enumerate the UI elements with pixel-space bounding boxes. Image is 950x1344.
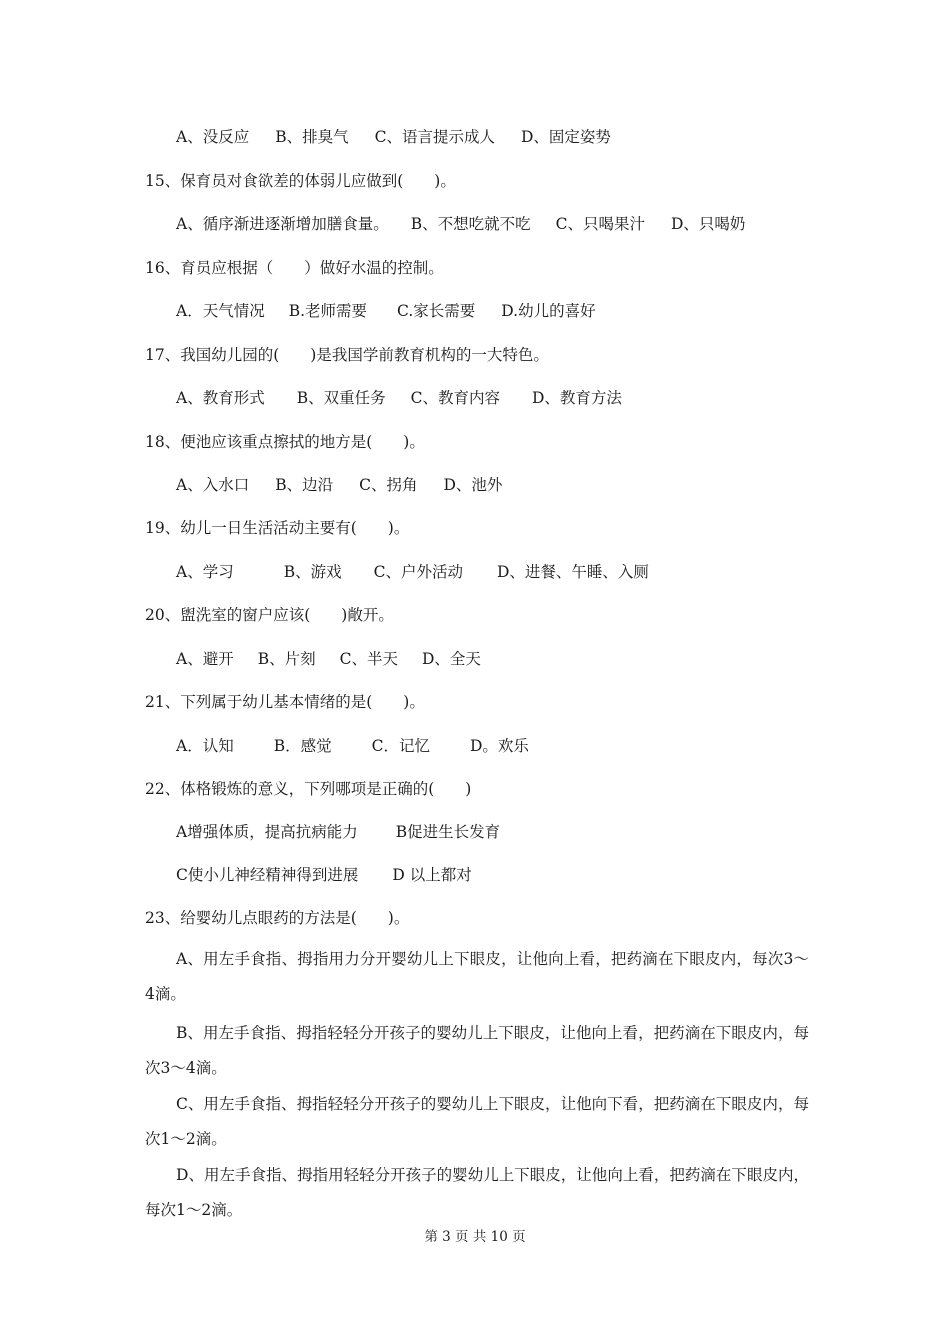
option-d: D、进餐、午睡、入厕	[496, 563, 649, 581]
option-d: D、教育方法	[531, 389, 622, 407]
question-20-stem: 20、盥洗室的窗户应该( )敞开。	[145, 606, 394, 624]
option-a: A、循序渐进逐渐增加膳食量。	[176, 215, 389, 233]
option-a: A、没反应	[176, 128, 250, 146]
answer-paragraph-c: C、用左手食指、拇指轻轻分开孩子的婴幼儿上下眼皮，让他向下看，把药滴在下眼皮内，每次1～2滴。	[145, 1095, 809, 1148]
answer-paragraph-a: A、用左手食指、拇指用力分开婴幼儿上下眼皮，让他向上看，把药滴在下眼皮内，每次3～4滴。	[145, 950, 809, 1003]
question-21-stem: 21、下列属于幼儿基本情绪的是( )。	[145, 693, 425, 711]
question-18-stem: 18、便池应该重点擦拭的地方是( )。	[145, 433, 425, 451]
option-c: C．记忆	[371, 737, 430, 755]
option-b: B、边沿	[275, 476, 334, 494]
question-17-stem: 17、我国幼儿园的( )是我国学前教育机构的一大特色。	[145, 346, 549, 364]
question-22-stem: 22、体格锻炼的意义，下列哪项是正确的( )	[145, 780, 472, 798]
option-a: A．天气情况	[176, 302, 265, 320]
options-row-q18	[176, 475, 502, 495]
option-d: D.幼儿的喜好	[501, 302, 596, 320]
option-d: D、全天	[421, 650, 481, 668]
option-a: A．认知	[176, 737, 234, 755]
option-b: B．感觉	[273, 737, 332, 755]
option-a: A、避开	[176, 650, 234, 668]
option-c: C.家长需要	[397, 302, 476, 320]
option-c: C、拐角	[359, 476, 418, 494]
answer-paragraph-b: B、用左手食指、拇指轻轻分开孩子的婴幼儿上下眼皮，让他向上看，把药滴在下眼皮内，每次3～4滴。	[145, 1024, 809, 1077]
option-c: C使小儿神经精神得到进展	[176, 866, 359, 884]
option-b: B、片刻	[257, 650, 316, 668]
option-b: B、游戏	[283, 563, 342, 581]
option-a: A、入水口	[176, 476, 250, 494]
options-row-q16	[176, 301, 596, 321]
option-d: D、固定姿势	[520, 128, 611, 146]
page-footer: 第 3 页 共 10 页	[424, 1229, 526, 1245]
options-row-q21	[176, 736, 529, 756]
option-c: C、半天	[339, 650, 398, 668]
options-row-q20	[176, 649, 481, 669]
option-b: B促进生长发育	[395, 823, 501, 841]
option-b: B、排臭气	[275, 128, 349, 146]
options-row-q17	[176, 388, 622, 408]
option-d: D、只喝奶	[670, 215, 746, 233]
option-c: C、教育内容	[410, 389, 500, 407]
option-b: B、双重任务	[296, 389, 386, 407]
option-c: C、只喝果汁	[555, 215, 645, 233]
question-19-stem: 19、幼儿一日生活活动主要有( )。	[145, 519, 410, 537]
option-b: B.老师需要	[288, 302, 368, 320]
answer-paragraph-d: D、用左手食指、拇指用轻轻分开孩子的婴幼儿上下眼皮，让他向上看，把药滴在下眼皮内，每次1～2滴。	[145, 1166, 809, 1219]
question-16-stem: 16、育员应根据（ ）做好水温的控制。	[145, 259, 444, 277]
options-row-q22-1	[176, 822, 500, 842]
option-a: A、学习	[176, 563, 234, 581]
options-row-q15	[176, 214, 745, 234]
option-d: D、池外	[443, 476, 503, 494]
question-15-stem: 15、保育员对食欲差的体弱儿应做到( )。	[145, 172, 456, 190]
question-23-stem: 23、给婴幼儿点眼药的方法是( )。	[145, 909, 410, 927]
option-d: D。欢乐	[469, 737, 529, 755]
options-row-q22-2	[176, 865, 472, 885]
option-c: C、户外活动	[373, 563, 463, 581]
option-a: A、教育形式	[176, 389, 265, 407]
option-c: C、语言提示成人	[374, 128, 495, 146]
option-a: A增强体质，提高抗病能力	[176, 823, 358, 841]
option-d: D 以上都对	[392, 866, 472, 884]
option-b: B、不想吃就不吃	[410, 215, 531, 233]
options-row-q19	[176, 562, 649, 582]
options-row-q14	[176, 127, 611, 147]
